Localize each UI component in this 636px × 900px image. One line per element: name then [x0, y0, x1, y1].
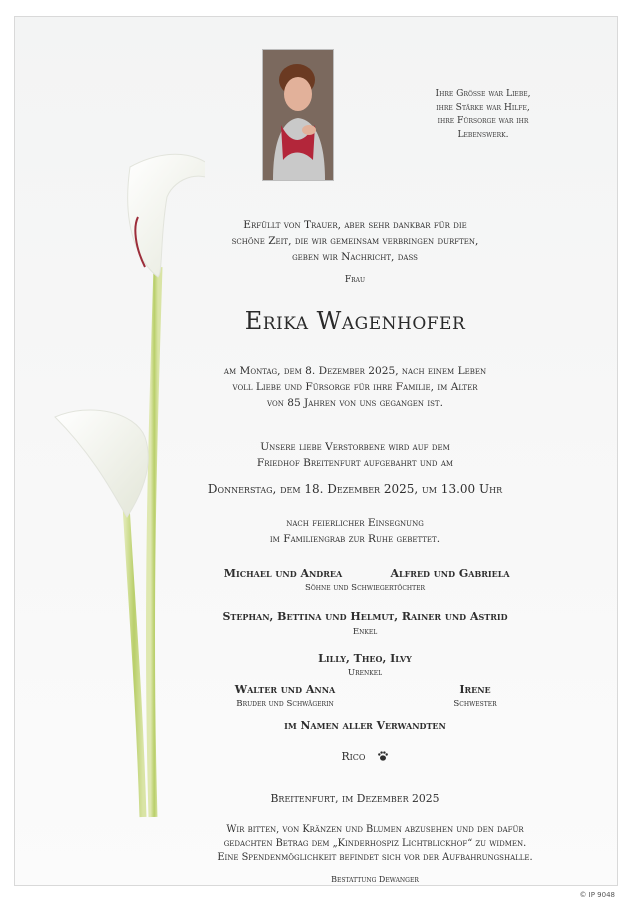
blessing-text	[185, 515, 525, 547]
death-notice	[185, 363, 525, 411]
quote-line: Ihre Größe war Liebe,	[435, 88, 531, 99]
mourner-role: Söhne und Schwiegertöchter	[304, 583, 426, 593]
death-line: voll Liebe und Fürsorge für ihre Familie, im Alter	[232, 381, 478, 393]
salutation: Frau	[344, 275, 366, 285]
blessing-line: im Familiengrab zur Ruhe gebettet.	[269, 533, 441, 545]
intro-line: geben wir Nachricht, dass	[292, 251, 418, 263]
intro-line: schöne Zeit, die wir gemeinsam verbringen durften,	[231, 235, 479, 247]
signature-line: Breitenfurt, im Dezember 2025	[270, 792, 440, 805]
request-line: Eine Spendenmöglichkeit befindet sich vor der Aufbahrungshalle.	[217, 852, 533, 863]
portrait-photo	[262, 49, 334, 181]
quote-line: Lebenswerk.	[457, 128, 509, 140]
mourner-great-grandchildren: Lilly, Theo, Ilvy	[318, 652, 412, 665]
funeral-date: Donnerstag, dem 18. Dezember 2025, um 13.00 Uhr	[207, 482, 503, 496]
mourner-role: Urenkel	[347, 668, 383, 678]
deceased-name: Erika Wagenhofer	[244, 307, 466, 335]
calla-lily-illustration	[35, 127, 205, 827]
burial-notice	[185, 439, 525, 471]
mourner-role: Bruder und Schwägerin	[236, 699, 334, 709]
mourner-brother: Walter und Anna	[234, 683, 336, 696]
request-line: gedachten Betrag dem „Kinderhospiz Lichtblickhof“ zu widmen.	[223, 838, 527, 849]
quote-block	[409, 87, 557, 141]
undertaker-name: Bestattung Dewanger	[331, 875, 419, 884]
blessing-line: nach feierlicher Einsegnung	[286, 517, 424, 529]
death-line: am Montag, dem 8. Dezember 2025, nach einem Leben	[223, 365, 487, 377]
print-code: © IP 9048	[579, 891, 615, 899]
mourner-sister: Irene	[459, 683, 491, 696]
mourner-children-right: Alfred und Gabriela	[390, 567, 510, 580]
donation-request	[165, 823, 585, 865]
quote-line: ihre Stärke war Hilfe,	[436, 101, 530, 113]
request-line: Wir bitten, von Kränzen und Blumen abzusehen und den dafür	[226, 824, 524, 835]
mourner-role: Schwester	[453, 699, 497, 709]
pet-name: Rico	[341, 750, 366, 763]
mourner-role: Enkel	[352, 627, 378, 637]
mourner-relatives: im Namen aller Verwandten	[284, 719, 446, 732]
burial-line: Unsere liebe Verstorbene wird auf dem	[260, 441, 450, 453]
obituary-sheet	[14, 16, 618, 899]
mourner-grandchildren: Stephan, Bettina und Helmut, Rainer und Astrid	[222, 610, 508, 623]
intro-text	[185, 217, 525, 265]
pet-line	[315, 745, 415, 764]
death-line: von 85 Jahren von uns gegangen ist.	[267, 397, 443, 409]
intro-line: Erfüllt von Trauer, aber sehr dankbar für die	[243, 219, 467, 231]
paw-icon	[377, 750, 389, 762]
mourner-children-left: Michael und Andrea	[223, 567, 343, 580]
quote-line: ihre Fürsorge war ihr	[437, 115, 529, 126]
burial-line: Friedhof Breitenfurt aufgebahrt und am	[256, 457, 454, 469]
